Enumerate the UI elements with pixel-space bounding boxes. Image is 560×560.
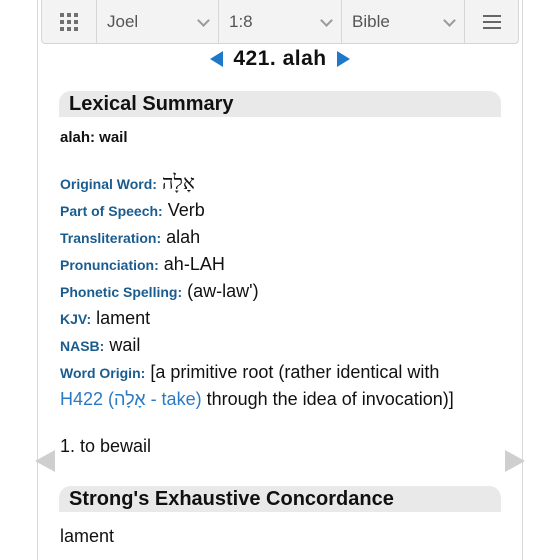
phonetic-spelling-row xyxy=(60,278,500,305)
definition-item: 1. to bewail xyxy=(60,436,152,456)
pronunciation-row xyxy=(60,251,500,278)
strongs-concordance-heading: Strong's Exhaustive Concordance xyxy=(59,486,501,512)
lexical-summary-text: alah: wail xyxy=(60,129,128,146)
lexical-summary-heading: Lexical Summary xyxy=(59,91,501,117)
chapter-select-label: 1:8 xyxy=(229,11,253,31)
chevron-down-icon xyxy=(443,14,456,27)
chapter-select[interactable] xyxy=(219,0,342,44)
book-select[interactable] xyxy=(97,0,219,44)
version-select[interactable] xyxy=(342,0,465,44)
original-word-row xyxy=(60,169,500,197)
nasb-label: NASB: xyxy=(60,338,105,354)
grid-icon xyxy=(60,13,78,31)
pronunciation-value: ah-LAH xyxy=(163,254,225,274)
pronunciation-label: Pronunciation: xyxy=(60,257,159,273)
part-of-speech-label: Part of Speech: xyxy=(60,203,163,219)
original-word-value: אָלָה xyxy=(161,170,195,194)
kjv-value: lament xyxy=(96,308,151,328)
phonetic-spelling-value: (aw-law') xyxy=(187,281,259,301)
word-origin-row xyxy=(60,359,500,412)
next-page-icon[interactable] xyxy=(505,450,525,472)
h422-link[interactable]: H422 (אָלָה - take) xyxy=(60,389,202,409)
nasb-row xyxy=(60,332,500,359)
word-origin-text-end: through the idea of invocation)] xyxy=(206,389,454,409)
book-select-label: Joel xyxy=(107,11,139,31)
part-of-speech-row xyxy=(60,197,500,224)
lexical-fields xyxy=(60,169,500,412)
word-origin-text-start: [a primitive root (rather identical with xyxy=(150,362,440,382)
grid-menu-button[interactable] xyxy=(42,0,97,44)
original-word-label: Original Word: xyxy=(60,176,157,192)
next-entry-icon[interactable] xyxy=(337,51,350,67)
chevron-down-icon xyxy=(197,14,210,27)
phonetic-spelling-label: Phonetic Spelling: xyxy=(60,284,183,300)
nasb-value: wail xyxy=(109,335,141,355)
transliteration-row xyxy=(60,224,500,251)
strongs-concordance-text: lament xyxy=(60,526,115,546)
previous-page-icon[interactable] xyxy=(35,450,55,472)
kjv-label: KJV: xyxy=(60,311,92,327)
transliteration-label: Transliteration: xyxy=(60,230,162,246)
version-select-label: Bible xyxy=(352,11,390,31)
entry-title-row xyxy=(0,47,560,71)
entry-title: 421. alah xyxy=(233,47,327,70)
kjv-row xyxy=(60,305,500,332)
word-origin-label: Word Origin: xyxy=(60,365,146,381)
hamburger-menu-button[interactable] xyxy=(465,0,518,44)
part-of-speech-value: Verb xyxy=(167,200,205,220)
transliteration-value: alah xyxy=(166,227,201,247)
chevron-down-icon xyxy=(320,14,333,27)
toolbar xyxy=(41,0,519,44)
hamburger-icon xyxy=(483,15,501,29)
previous-entry-icon[interactable] xyxy=(210,51,223,67)
